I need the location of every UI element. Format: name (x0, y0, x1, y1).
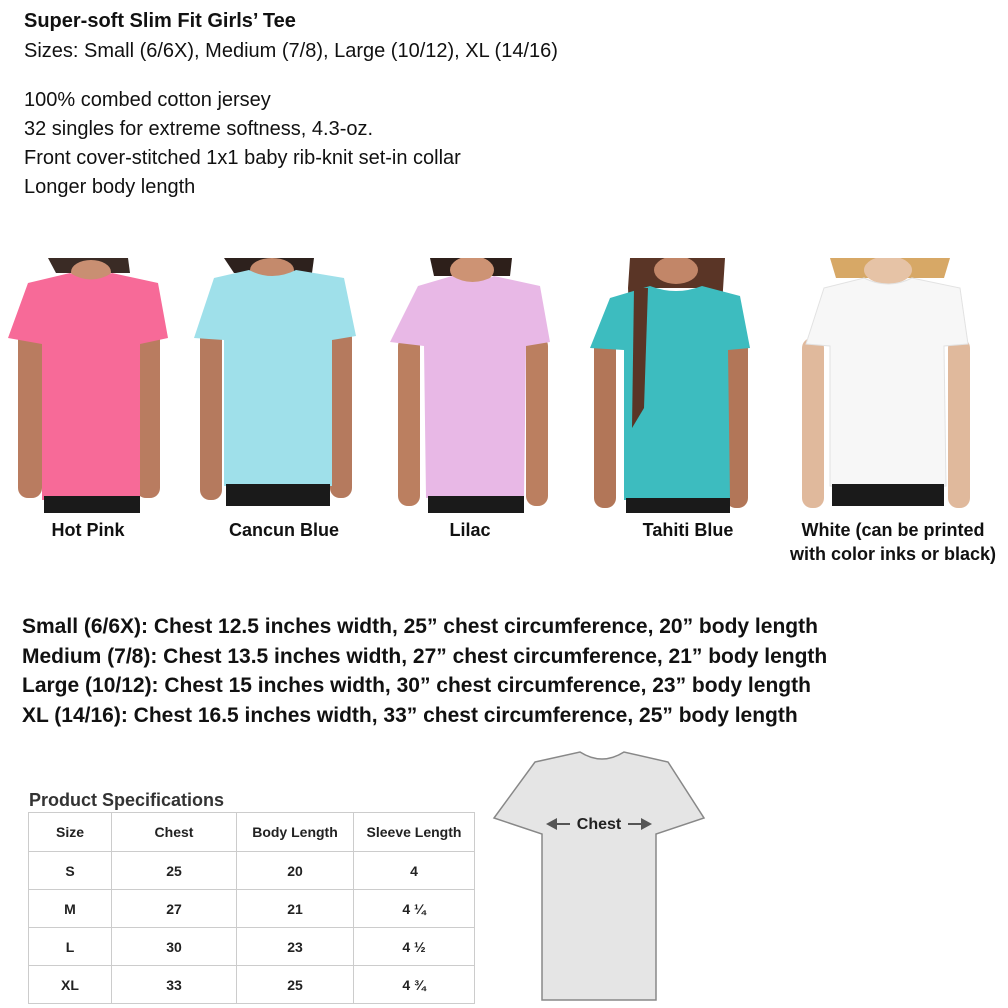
table-row (29, 966, 475, 1004)
tee-diagram (490, 750, 710, 1005)
table-cell: 25 (112, 852, 237, 890)
color-label: Lilac (449, 520, 491, 540)
spec-table (28, 812, 475, 1004)
measurement-item: Medium (7/8): Chest 13.5 inches width, 27” chest circumference, 21” body length (22, 644, 828, 668)
chest-label: Chest (576, 816, 622, 833)
column-header: Size (29, 813, 112, 852)
table-cell: 30 (112, 928, 237, 966)
table-cell: L (29, 928, 112, 966)
color-label: Tahiti Blue (642, 520, 734, 540)
feature-item: Front cover-stitched 1x1 baby rib-knit set-in collar (24, 147, 461, 169)
column-header: Sleeve Length (354, 813, 475, 852)
color-label: Cancun Blue (228, 520, 339, 540)
tee-photo-tahiti-blue (590, 258, 760, 513)
tee-photo-white (800, 258, 975, 513)
feature-list (24, 86, 461, 202)
measurement-list (22, 612, 827, 730)
table-header-row (29, 813, 475, 852)
table-cell: 27 (112, 890, 237, 928)
measurement-item: Small (6/6X): Chest 12.5 inches width, 25” chest circumference, 20” body length (22, 615, 818, 638)
tee-photo-lilac (390, 258, 560, 513)
table-cell: 4 (354, 852, 475, 890)
product-title: Super-soft Slim Fit Girls’ Tee (24, 10, 296, 32)
sizes-line: Sizes: Small (6/6X), Medium (7/8), Large (10/12), XL (14/16) (24, 40, 558, 62)
table-cell: 25 (237, 966, 354, 1004)
table-cell: 4 ¼ (354, 890, 475, 928)
column-header: Chest (112, 813, 237, 852)
color-label: White (can be printed with color inks or black) (789, 520, 997, 564)
table-row (29, 928, 475, 966)
table-cell: 4 ¾ (354, 966, 475, 1004)
table-row (29, 890, 475, 928)
table-cell: 21 (237, 890, 354, 928)
table-cell: XL (29, 966, 112, 1004)
spec-table-title: Product Specifications (29, 790, 225, 810)
feature-item: 100% combed cotton jersey (24, 89, 271, 111)
table-cell: 20 (237, 852, 354, 890)
table-cell: S (29, 852, 112, 890)
column-header: Body Length (237, 813, 354, 852)
color-label: Hot Pink (51, 520, 125, 540)
table-cell: 23 (237, 928, 354, 966)
color-swatches (0, 258, 1008, 598)
table-row (29, 852, 475, 890)
table-cell: M (29, 890, 112, 928)
tee-outline (494, 752, 704, 1000)
feature-item: Longer body length (24, 176, 196, 198)
table-cell: 33 (112, 966, 237, 1004)
tee-photo-hot-pink (8, 258, 178, 513)
measurement-item: Large (10/12): Chest 15 inches width, 30” chest circumference, 23” body length (22, 674, 811, 697)
table-cell: 4 ½ (354, 928, 475, 966)
feature-item: 32 singles for extreme softness, 4.3-oz. (24, 118, 374, 140)
measurement-item: XL (14/16): Chest 16.5 inches width, 33” chest circumference, 25” body length (22, 703, 798, 727)
tee-photo-cancun-blue (194, 258, 364, 513)
